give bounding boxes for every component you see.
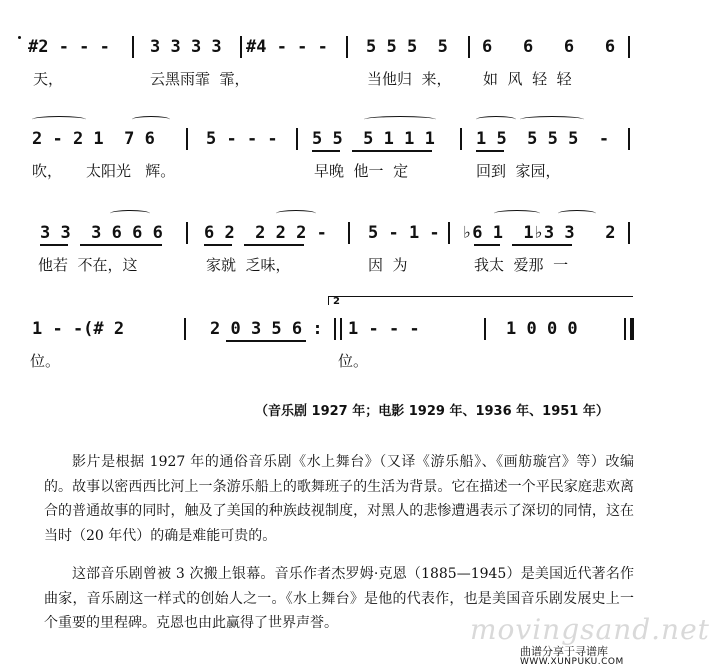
site-url: WWW.XUNPUKU.COM xyxy=(520,657,624,667)
barline xyxy=(448,222,450,244)
barline xyxy=(240,36,242,58)
slur xyxy=(364,116,436,123)
lyric: 回到 家园， xyxy=(476,162,561,180)
measure: 1 - - - xyxy=(348,319,420,339)
slur xyxy=(558,210,596,217)
measure: 5 - 1 - xyxy=(368,223,440,243)
paragraph: 影片是根据 1927 年的通俗音乐剧《水上舞台》（又译《游乐船》、《画舫璇宫》等）改编的。故事以密西西比河上一条游乐船上的歌舞班子的生活为背景。它在描述一个平民家庭悲欢离合的普通故事的同时，触及了美国的种族歧视制度，对黑人的悲惨遭遇表示了深切的同情，这在当时（20 年代）的确是难能可贵的。 xyxy=(44,454,634,544)
measure: #2 - - - xyxy=(28,37,110,57)
barline xyxy=(296,128,298,150)
beam xyxy=(352,150,432,152)
paragraph: 这部音乐剧曾被 3 次搬上银幕。音乐作者杰罗姆·克恩（1885—1945）是美国近代著名作曲家，音乐剧这一样式的创始人之一。《水上舞台》是他的代表作，也是美国音乐剧发展史上一个重要的里程碑。克恩也由此赢得了世界声誉。 xyxy=(44,566,634,631)
lyric: 他若 不在，这 xyxy=(38,256,138,274)
slur xyxy=(32,116,86,123)
measure: 3 3 3 3 xyxy=(150,37,222,57)
measure: 1 5 5 5 5 - xyxy=(476,129,610,149)
slur xyxy=(276,210,316,217)
lyric: 我太 爱那 一 xyxy=(474,256,569,274)
lyric: 太阳光 辉。 xyxy=(86,162,176,180)
measure: 5 5 5 1 1 1 xyxy=(312,129,435,149)
source-note: （音乐剧 1927 年；电影 1929 年、1936 年、1951 年） xyxy=(255,404,609,419)
measure: 2 0 3 5 6 : xyxy=(210,319,323,339)
measure: 5 - - - xyxy=(206,129,278,149)
barline xyxy=(628,128,630,150)
barline xyxy=(340,318,342,340)
barline xyxy=(628,36,630,58)
barline xyxy=(484,318,486,340)
final-barline xyxy=(630,318,634,340)
measure: 5 5 5 5 xyxy=(366,37,448,57)
measure: 2 - 2 1 7 6 xyxy=(32,129,155,149)
measure: 1 - -(# 2 xyxy=(32,319,125,339)
lower-octave-dot xyxy=(18,36,21,39)
measure: 3 3 3 6 6 6 xyxy=(40,223,163,243)
slur xyxy=(132,116,170,123)
barline xyxy=(624,318,626,340)
repeat-barline xyxy=(334,318,336,340)
barline xyxy=(132,36,134,58)
slur xyxy=(110,210,150,217)
slur xyxy=(476,116,516,123)
beam xyxy=(512,244,572,246)
barline xyxy=(346,36,348,58)
measure: 6 2 2 2 2 - xyxy=(204,223,327,243)
beam xyxy=(476,150,504,152)
lyric: 天， xyxy=(33,70,64,88)
barline xyxy=(628,222,630,244)
slur xyxy=(520,116,584,123)
site-name: 曲谱分享于寻谱库 xyxy=(520,645,608,658)
barline xyxy=(186,128,188,150)
barline xyxy=(460,128,462,150)
beam xyxy=(226,340,306,342)
lyric: 因 为 xyxy=(368,256,408,274)
lyric: 早晚 他一 定 xyxy=(314,162,409,180)
lyric: 吹， xyxy=(32,162,63,180)
lyric: 云黑雨霏 霏， xyxy=(150,70,250,88)
measure: #4 - - - xyxy=(246,37,328,57)
lyric: 家就 乏味， xyxy=(206,256,291,274)
beam xyxy=(204,244,232,246)
lyric: 位。 xyxy=(338,352,369,370)
volta-number: 2 xyxy=(333,296,340,307)
beam xyxy=(474,244,500,246)
beam xyxy=(312,150,340,152)
beam xyxy=(80,244,162,246)
barline xyxy=(184,318,186,340)
measure: ♭6 1 1♭3 3 2 xyxy=(462,223,616,243)
lyric: 当他归 来， xyxy=(367,70,452,88)
measure: 1 0 0 0 xyxy=(506,319,578,339)
lyric: 如 风 轻 轻 xyxy=(483,70,572,88)
beam xyxy=(244,244,304,246)
volta-bracket xyxy=(328,296,633,305)
beam xyxy=(40,244,68,246)
barline xyxy=(186,222,188,244)
watermark: movingsand.net xyxy=(470,613,710,646)
barline xyxy=(468,36,470,58)
measure: 6 6 6 6 xyxy=(482,37,616,57)
slur xyxy=(494,210,540,217)
barline xyxy=(348,222,350,244)
lyric: 位。 xyxy=(30,352,61,370)
